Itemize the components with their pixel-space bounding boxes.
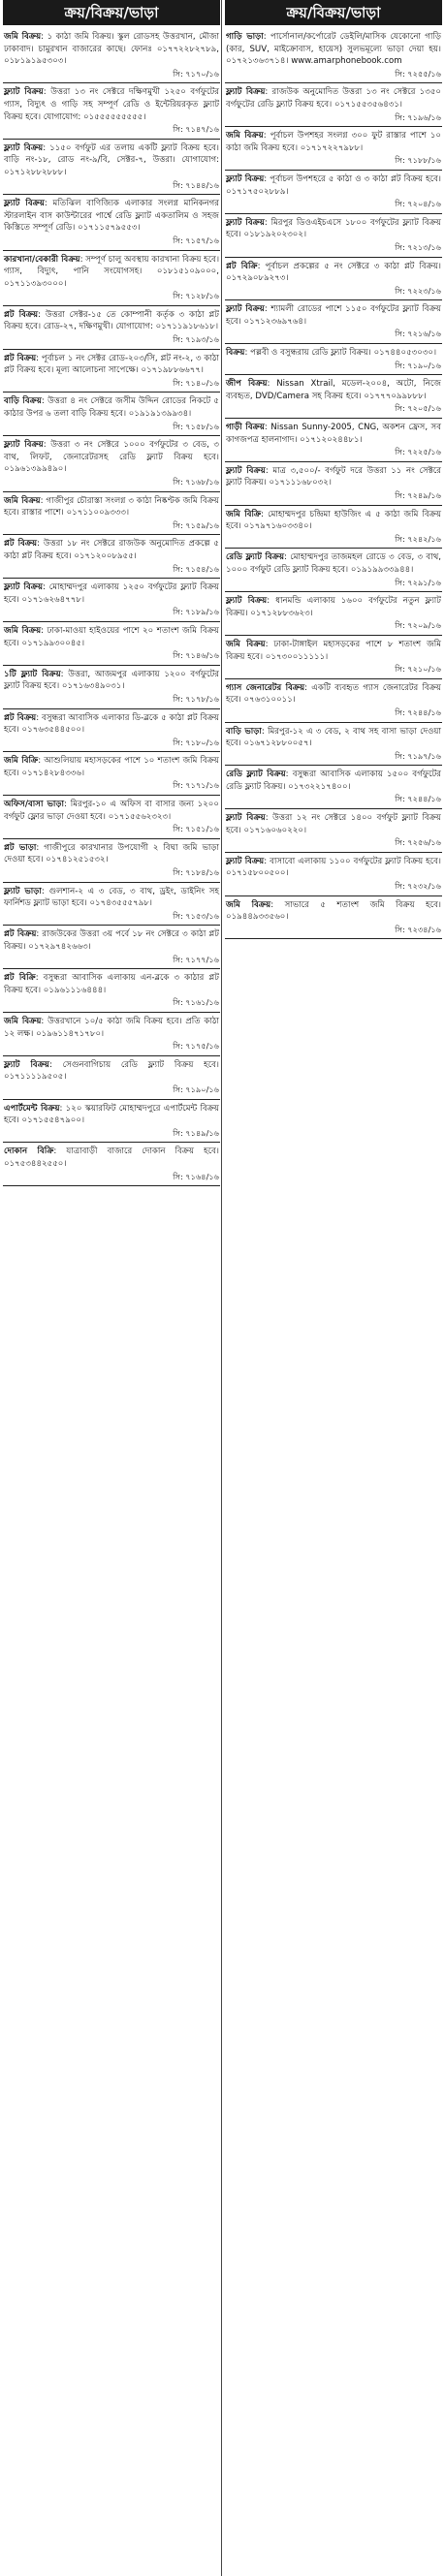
ad-heading-colon: : bbox=[59, 1103, 66, 1114]
classified-ad bbox=[225, 376, 442, 416]
ad-reference: সি: ৭১৬৪/১৬ bbox=[173, 1171, 219, 1181]
ad-divider bbox=[225, 299, 442, 300]
ad-reference: সি: ৭২২৩/১৬ bbox=[395, 285, 441, 296]
ad-reference: সি: ৭২১৬/১৬ bbox=[395, 329, 441, 339]
ad-heading-colon: : bbox=[53, 1147, 67, 1157]
ad-body: ১২০ স্কয়ারফিট মোহাম্মদপুরে এপার্টমেন্ট বিক্রয় হবে। ০১৭১৫৫৪৭৯০০। bbox=[4, 1103, 219, 1126]
ad-heading-colon: : bbox=[304, 682, 312, 693]
classified-ad bbox=[225, 259, 442, 298]
ad-heading: প্লট বিক্রয় bbox=[4, 353, 37, 363]
ad-heading-colon: : bbox=[43, 87, 51, 98]
ad-body: ঢাকা-মাওয়া হাইওয়ের পাশে ২০ শতাংশ জমি বিক্রয় হবে। ০১৭১৯৯৩০০৪৫। bbox=[4, 625, 219, 648]
ad-body: পল্লবী ও বসুন্ধরায় রেডি ফ্ল্যাট বিক্রয়। ০১৭৪৪০৫৩০৩০। bbox=[250, 348, 437, 359]
ad-reference: সি: ৭১৭১/১৬ bbox=[173, 780, 219, 791]
ad-reference: সি: ৭২১৩/১৬ bbox=[395, 241, 441, 252]
ad-divider bbox=[3, 882, 220, 883]
ad-heading-colon: : bbox=[285, 770, 293, 780]
ad-heading: এপার্টমেন্ট বিক্রয় bbox=[4, 1103, 60, 1114]
ad-body: মোহাম্মদপুর এলাকায় ১২৫০ বর্গফুটের ফ্ল্যাট বিক্রয় হবে। ০১৭১৬২৬৪৭৭৮। bbox=[4, 582, 219, 605]
classified-ad bbox=[3, 580, 220, 619]
ad-heading: অফিস/বাসা ভাড়া bbox=[4, 800, 65, 810]
classified-ad bbox=[3, 307, 220, 347]
ad-heading-colon: : bbox=[264, 173, 270, 184]
ad-heading: গ্যাস জেনারেটর বিক্রয় bbox=[226, 682, 305, 693]
classified-ad bbox=[3, 970, 220, 1010]
ad-heading: জমি বিক্রয় bbox=[226, 639, 266, 649]
ad-divider bbox=[3, 578, 220, 579]
classified-ad bbox=[3, 536, 220, 576]
ad-body: Nissan Sunny-2005, CNG, অকশন ফ্রেস, সব কাগজপত্র হালনাগাদ। ০১৭১২০২৪৪৮১। bbox=[226, 423, 441, 445]
ad-body: পূর্বাচল উপশহরে ৫ কাঠা ও ৩ কাঠা প্লট বিক্রয় হবে। ০১৭১৭৫০২৮৮৯। bbox=[226, 173, 441, 197]
ad-heading-colon: : bbox=[64, 800, 71, 810]
ad-reference: সি: ৭২০৫/১৬ bbox=[395, 403, 441, 414]
ad-heading-colon: : bbox=[36, 712, 43, 723]
ad-body: ১১৫০ বর্গফুট এর তলায় একটি ফ্ল্যাট বিক্রয় হবে। বাড়ি নং-১৮, রোড নং-৯/বি, সেক্টর-৭, উত্তরা। যোগাযোগ: ০১৭১২৮৮২৮৮৮। bbox=[4, 142, 220, 177]
column-divider bbox=[221, 0, 222, 2576]
ad-reference: সি: ৭২২৫/১৬ bbox=[395, 447, 441, 457]
ad-divider bbox=[3, 250, 220, 251]
ad-heading: প্লট ভাড়া bbox=[4, 842, 37, 853]
ad-body: গাজীপুর চৌরাস্তা সংলগ্ন ৩ কাঠা নিষ্কণ্টক জমি বিক্রয় হবে। রাস্তার পাশে। ০১৭১১০০৯৩৩৩। bbox=[4, 495, 219, 518]
classified-ad bbox=[3, 1144, 220, 1183]
ad-heading-colon: : bbox=[48, 1059, 63, 1070]
ad-reference: সি: ৭১৯০/১৬ bbox=[173, 1084, 219, 1094]
ad-heading-colon: : bbox=[60, 669, 69, 679]
ad-heading-colon: : bbox=[44, 199, 53, 209]
ad-body: উত্তরা ৩ নং সেক্টরে ১০০০ বর্গফুটের ৩ বেড, ৩ বাথ, লিফট, জেনারেটরসহ রেডি ফ্ল্যাট বিক্রয় হবে। ০১৯৬১৩৯৯৪৯০। bbox=[4, 440, 219, 475]
classified-ad bbox=[225, 29, 442, 80]
ad-body: বসুন্ধরা আবাসিক এলাকায় এন-ব্লকে ৩ কাঠার প্লট বিক্রয় হবে। ০১৯৬১১১৬৪৪৪। bbox=[4, 973, 219, 995]
ad-heading-colon: : bbox=[41, 1016, 48, 1026]
ad-heading-colon: : bbox=[267, 596, 276, 607]
ad-reference: সি: ৭১৬১/১৬ bbox=[173, 997, 219, 1008]
ad-body: রাজউকের উত্তরা ৩য় পর্বে ১৮ নং সেক্টরে ৩ কাঠা প্লট বিক্রয়। ০১৭২৯৭৪২৬৬৩। bbox=[4, 929, 219, 952]
ad-reference: সি: ৭২৪৪/১৬ bbox=[395, 794, 441, 804]
ad-heading-colon: : bbox=[37, 539, 44, 550]
ad-body: মাত্র ৩,৫০০/- বর্গফুট দরে উত্তরা ১১ নং সেক্টরে ফ্ল্যাট বিক্রয়। ০১৭১১১৬৮০৩২। bbox=[226, 465, 441, 488]
ad-heading-colon: : bbox=[43, 582, 49, 593]
ad-heading: জমি বিক্রয় bbox=[4, 495, 41, 506]
ad-divider bbox=[3, 751, 220, 752]
ad-heading: কারখানা/বেকারী বিক্রয় bbox=[4, 254, 80, 265]
ad-divider bbox=[225, 765, 442, 766]
ad-body: মিরপুর-১২ এ ৩ বেড, ২ বাথ সহ বাসা ভাড়া দেওয়া হবে। ০১৬৭১২৮৮০০৫৭। bbox=[226, 726, 441, 749]
ad-body: আশুলিয়ায় মহাসড়কের পাশে ১০ শতাংশ জমি বিক্রয় হবে। ০১৭১৪২৮৪৩৩৬। bbox=[4, 756, 219, 778]
ad-heading-colon: : bbox=[35, 973, 44, 984]
ad-heading: ফ্ল্যাট বিক্রয় bbox=[226, 465, 266, 476]
classified-ad bbox=[225, 637, 442, 676]
ad-reference: সি: ৭১৭৫/১৬ bbox=[173, 1041, 219, 1052]
ad-heading-colon: : bbox=[79, 254, 86, 265]
classified-ad bbox=[3, 437, 220, 488]
ad-body: গাজীপুরে কারখানার উপযোগী ২ বিঘা জমি ভাড়া দেওয়া হবে। ০১৭৪১২৫১৫৩২। bbox=[4, 842, 219, 865]
classified-ad bbox=[3, 710, 220, 750]
ad-divider bbox=[3, 665, 220, 666]
ad-heading: ফ্ল্যাট বিক্রয় bbox=[4, 142, 44, 153]
classified-ad bbox=[225, 215, 442, 255]
ad-divider bbox=[3, 838, 220, 839]
ad-body: রাজউক অনুমোদিত উত্তরা ১৩ নং সেক্টরে ১৩৫০ বর্গফুটের রেডি ফ্ল্যাট বিক্রয় হবে। ০১৭১৫৫৩৫৬৪৩১। bbox=[226, 87, 441, 110]
ad-heading-colon: : bbox=[41, 32, 48, 42]
ad-reference: সি: ৭১২৮/১৬ bbox=[173, 291, 219, 301]
ad-heading-colon: : bbox=[284, 552, 291, 563]
ad-divider bbox=[3, 392, 220, 393]
ad-heading: বাড়ি ভাড়া bbox=[226, 726, 262, 737]
ad-reference: সি: ৭১৮০/১৬ bbox=[173, 737, 219, 747]
ad-heading: প্লট বিক্রয় bbox=[4, 309, 39, 320]
classified-ad bbox=[3, 29, 220, 80]
ad-heading: প্লট বিক্রি bbox=[4, 973, 36, 984]
ad-heading-colon: : bbox=[264, 217, 271, 228]
ad-heading: ফ্ল্যাট বিক্রয় bbox=[226, 596, 268, 607]
ad-divider bbox=[225, 82, 442, 83]
classified-ad bbox=[225, 172, 442, 211]
ad-reference: সি: ৭১৪০/১৬ bbox=[173, 377, 219, 388]
ad-heading: ফ্ল্যাট বিক্রয় bbox=[4, 1059, 49, 1070]
classified-ad bbox=[3, 623, 220, 663]
classified-ad bbox=[225, 128, 442, 168]
classified-ad bbox=[225, 854, 442, 894]
classified-ad bbox=[225, 724, 442, 764]
ad-body: বসুন্ধরা আবাসিক এলাকার ডি-ব্লকে ৫ কাঠা প্লট বিক্রয় হবে। ০১৭৬৩৫৪৪৫০০। bbox=[4, 712, 219, 736]
ad-heading: ফ্ল্যাট বিক্রয় bbox=[226, 217, 265, 228]
ad-divider bbox=[3, 491, 220, 492]
ad-reference: সি: ৭১৫৪/১৬ bbox=[173, 563, 219, 574]
ad-heading: জমি বিক্রি bbox=[4, 756, 39, 767]
classified-ad bbox=[225, 507, 442, 547]
ad-divider bbox=[3, 82, 220, 83]
ad-heading-colon: : bbox=[265, 639, 274, 649]
ad-body: পূর্বাচল ১ নং সেক্টর রোড-২০৩/সি, প্লট নং-২, ৩ কাঠা প্লট বিক্রয় হবে। মূল্য আলোচনা সাপেক্ষে। ০১৭১৯৮৮৬৬৭৭। bbox=[4, 353, 219, 376]
ad-heading: বিক্রয় bbox=[226, 348, 245, 359]
ad-divider bbox=[225, 461, 442, 462]
ad-body: মিরপুর ডিওএইচএসে ১৮০০ বর্গফুটের ফ্ল্যাট বিক্রয় হবে। ০১৮১৯২০২৩০২। bbox=[226, 217, 441, 240]
ad-body: ধানমন্ডি এলাকায় ১৬০০ বর্গফুটের নতুন ফ্ল্যাট বিক্রয়। ০১৭১২৮৮৩৬২৩। bbox=[226, 596, 441, 618]
ad-divider bbox=[225, 678, 442, 679]
ad-reference: সি: ৭১৬৮/১৬ bbox=[173, 477, 219, 487]
ad-divider bbox=[225, 505, 442, 506]
right-section-header: ক্রয়/বিক্রয়/ভাড়া bbox=[225, 0, 442, 25]
ad-body: মিরপুর-১০ এ অফিস বা বাসার জন্য ১২০০ বর্গফুট ফ্লোর ভাড়া দেওয়া হবে। ০১৭১৫৫৬২৩২৩। bbox=[4, 800, 219, 822]
classified-ad bbox=[225, 301, 442, 341]
ad-reference: সি: ৭১৪৬/১৬ bbox=[173, 650, 219, 661]
ad-reference: সি: ৭২৩৪/১৬ bbox=[395, 924, 441, 934]
ad-reference: সি: ৭২৩২/১৬ bbox=[395, 881, 441, 892]
ad-divider bbox=[225, 257, 442, 258]
classified-ad bbox=[3, 667, 220, 707]
ad-body: শ্যামলী রোডের পাশে ১১৫০ বর্গফুটের ফ্ল্যাট বিক্রয় হবে। ০১৭১২৩৬৯৭৬৪। bbox=[226, 304, 441, 327]
classified-ad bbox=[3, 493, 220, 533]
ad-heading-colon: : bbox=[261, 509, 269, 519]
ad-body: উত্তরা, আজমপুর এলাকায় ১২০০ বর্গফুটের ফ্ল্যাট বিক্রয় হবে। ০১৭১৬৩৪৯০৩১। bbox=[4, 669, 219, 692]
ad-body: উত্তরা ১৮ নং সেক্টরে রাজউক অনুমোদিত প্রকল্পে ৫ কাঠা প্লট বিক্রয় হবে। ০১৭১২০০৮৯৫৫। bbox=[4, 539, 220, 561]
ad-heading-colon: : bbox=[38, 309, 46, 320]
classified-ad bbox=[225, 550, 442, 589]
ad-heading: জমি বিক্রয় bbox=[226, 899, 271, 910]
classified-ad bbox=[225, 593, 442, 633]
classified-ad bbox=[3, 1101, 220, 1141]
ad-reference: সি: ৭২৪৪/১৬ bbox=[395, 707, 441, 717]
classified-ad bbox=[3, 1057, 220, 1097]
ad-heading-colon: : bbox=[43, 142, 50, 153]
ad-divider bbox=[3, 795, 220, 796]
ad-heading-colon: : bbox=[257, 261, 266, 271]
ad-heading-colon: : bbox=[40, 495, 47, 506]
ad-heading: ফ্ল্যাট বিক্রয় bbox=[4, 87, 44, 98]
classified-ad bbox=[3, 351, 220, 391]
ad-divider bbox=[3, 194, 220, 195]
ad-heading: জমি বিক্রি bbox=[226, 509, 262, 519]
classified-ad bbox=[225, 463, 442, 503]
ad-reference: সি: ৭২৪২/১৬ bbox=[395, 533, 441, 544]
ad-divider bbox=[225, 938, 442, 939]
ad-body: মোহাম্মদপুর তাজমহল রোডে ৩ বেড, ৩ বাথ, ১০০০ বর্গফুট রেডি ফ্ল্যাট বিক্রয় হবে। ০১৯১৯৯৩৩৯৪৪। bbox=[226, 552, 441, 575]
ad-divider bbox=[3, 305, 220, 306]
ad-heading-colon: : bbox=[261, 726, 269, 737]
ad-reference: সি: ৭২১০/১৬ bbox=[395, 664, 441, 675]
left-section-header: ক্রয়/বিক্রয়/ভাড়া bbox=[3, 0, 220, 25]
classified-ad bbox=[3, 840, 220, 880]
ad-heading: ফ্ল্যাট বিক্রয় bbox=[226, 304, 265, 315]
ad-reference: সি: ৭১৪৯/১৬ bbox=[173, 1127, 219, 1138]
ad-divider bbox=[3, 1185, 220, 1186]
ad-body: সম্পূর্ণ চালু অবস্থায় কারখানা বিক্রয় হবে। গ্যাস, বিদ্যুৎ, পানি সংযোগসহ। ০১৮১৫১০৯০০০, ০১৭১১৩৯৩০০০। bbox=[4, 254, 220, 289]
ad-reference: সি: ৭২৫৫/১৬ bbox=[395, 68, 441, 79]
ad-divider bbox=[225, 591, 442, 592]
ad-body: বসুন্ধরা আবাসিক এলাকায় ১৫০০ বর্গফুটের রেডি ফ্ল্যাট বিক্রয়। ০১৭৩২২১৭৪০০। bbox=[226, 770, 441, 792]
ad-divider bbox=[3, 534, 220, 535]
ad-reference: সি: ৭১৫৩/১৬ bbox=[173, 910, 219, 921]
ad-body: উত্তরা ৪ নং সেক্টরে জসীম উদ্দিন রোডের নিকটে ৫ কাঠার উপর ৬ তলা বাড়ি বিক্রয় হবে। ০১৯১৯১৩৯৯৩৪। bbox=[4, 396, 219, 420]
ad-heading: প্লট বিক্রয় bbox=[4, 712, 37, 723]
ad-heading: ফ্ল্যাট বিক্রয় bbox=[226, 87, 266, 98]
ad-body: মতিঝিল বাণিজ্যিক এলাকার সংলগ্ন মানিকনগর স্টারলাইন বাস কাউন্টারের পার্শ্বে রেডি ফ্ল্যাট একতালিম ও সহজ কিস্তিতে সম্পূর্ণ রেডি। ০১৭১১৫৭৯৫৫৩। bbox=[4, 199, 219, 234]
classified-ad bbox=[225, 767, 442, 806]
ad-heading-colon: : bbox=[36, 353, 42, 363]
ad-reference: সি: ৭১৯৬/১৬ bbox=[395, 111, 441, 122]
ad-heading-colon: : bbox=[38, 756, 45, 767]
ad-heading-colon: : bbox=[43, 440, 51, 451]
classified-ad bbox=[225, 810, 442, 850]
ad-divider bbox=[3, 139, 220, 140]
ad-heading: ফ্ল্যাট ভাড়া bbox=[4, 886, 42, 896]
ad-heading-colon: : bbox=[244, 348, 251, 359]
ad-reference: সি: ৭২০৯/১৬ bbox=[395, 620, 441, 631]
ad-body: পূর্বাচল উপশহর সংলগ্ন ৩০০ ফুট রাস্তার পাশে ১০ কাঠা জমি বিক্রয় হবে। ০১৭১৭২২৭৯৮৮। bbox=[226, 131, 441, 153]
ad-heading: বাড়ি বিক্রয় bbox=[4, 396, 42, 407]
ad-heading: গাড়ী বিক্রয় bbox=[226, 423, 265, 433]
ad-reference: সি: ৭১৭০/১৬ bbox=[173, 68, 219, 79]
classified-ad bbox=[225, 680, 442, 720]
ad-reference: সি: ৭১৪৭/১৬ bbox=[173, 124, 219, 135]
ad-divider bbox=[3, 968, 220, 969]
ad-body: মোহাম্মদপুর চন্দ্রিমা হাউজিং এ ৫ কাঠা জমি বিক্রয় হবে। ০১৭৯৭১৬০৩৩৪০। bbox=[226, 509, 442, 532]
ad-body: উত্তরা ১৩ নং সেক্টরে দক্ষিণমুখী ১২৫০ বর্গফুটের গ্যাস, বিদ্যুৎ ও গাড়ি সহ সম্পূর্ণ রেডি ও ইন্টেরিয়রকৃত ফ্ল্যাট বিক্রয় হবে। যোগাযোগ: ০১৫৫৫৫৫৫৫৫৫। bbox=[4, 87, 219, 122]
classified-ad bbox=[225, 897, 442, 937]
classified-ad bbox=[3, 252, 220, 303]
ad-body: পার্সোনাল/কর্পোরেট ডেইলি/মাসিক যেকোনো গাড়ি (কার, SUV, মাইক্রোবাস, হায়েস) সুলভমূল্যে ভাড়া দেয়া হয়। ০১৭২১৩৬৩৭১৪। www.amarphonebook.com bbox=[226, 32, 441, 67]
ad-body: গুলশান-২ এ ৩ বেড, ৩ বাথ, ড্রইং, ডাইনিং সহ ফার্নিশড ফ্ল্যাট ভাড়া হবে। ০১৭৪৩৫৫৫৭৯৮। bbox=[4, 886, 219, 909]
ad-heading-colon: : bbox=[263, 32, 270, 42]
ad-heading-colon: : bbox=[264, 423, 271, 433]
classified-ad bbox=[3, 84, 220, 136]
ad-heading: গাড়ি ভাড়া bbox=[226, 32, 264, 42]
ad-body: সেগুনবাগিচায় রেডি ফ্ল্যাট বিক্রয় হবে। ০১৭১১১১৯৫০৫। bbox=[4, 1059, 219, 1083]
classified-ad bbox=[3, 927, 220, 966]
ad-heading: ফ্ল্যাট বিক্রয় bbox=[226, 813, 266, 824]
ad-body: যাত্রাবাড়ী বাজারে দোকান বিক্রয় হবে। ০১৭৫৩৪৪২৫৫০। bbox=[4, 1147, 219, 1169]
ad-heading: প্লট বিক্রয় bbox=[4, 929, 37, 940]
ad-heading: জমি বিক্রয় bbox=[4, 625, 42, 636]
ad-heading-colon: : bbox=[41, 396, 48, 407]
ad-divider bbox=[3, 708, 220, 709]
ad-divider bbox=[225, 374, 442, 375]
ad-reference: সি: ৭২৪৯/১৬ bbox=[395, 490, 441, 500]
classified-ad bbox=[225, 345, 442, 372]
left-column bbox=[3, 0, 220, 2576]
ad-heading-colon: : bbox=[36, 929, 43, 940]
ad-divider bbox=[225, 170, 442, 171]
ad-divider bbox=[225, 126, 442, 127]
ad-divider bbox=[3, 1142, 220, 1143]
right-ad-list bbox=[225, 29, 442, 939]
ad-divider bbox=[3, 349, 220, 350]
ad-heading: জমি বিক্রয় bbox=[4, 1016, 42, 1026]
ad-divider bbox=[3, 621, 220, 622]
right-column bbox=[225, 0, 442, 2576]
ad-reference: সি: ৭১৯৭/১৬ bbox=[395, 750, 441, 761]
ad-heading: দোকান বিক্রি bbox=[4, 1147, 54, 1157]
ad-heading: রেডি ফ্ল্যাট বিক্রয় bbox=[226, 552, 285, 563]
ad-body: ১ কাঠা জমি বিক্রয়। স্কুল রোডসহ উত্তরখান, মৌজা ঢাকাবাদ। চামুরখান বাজারের কাছে। ফোনঃ ০১৭৭২২৮২৭৮৯, ০১৮১৯১৯৫৩০৩। bbox=[4, 32, 219, 67]
ad-body: উত্তরা ১২ নং সেক্টরে ১৪০০ বর্গফুট ফ্ল্যাট বিক্রয় হবে। ০১৭১৬০৬০২২০। bbox=[226, 813, 441, 835]
ad-divider bbox=[225, 548, 442, 549]
classified-ad bbox=[3, 393, 220, 433]
classified-ad bbox=[3, 141, 220, 192]
ad-divider bbox=[3, 925, 220, 926]
ad-reference: সি: ৭১৮৯/১৬ bbox=[173, 607, 219, 617]
ad-heading-colon: : bbox=[264, 856, 270, 866]
ad-body: Nissan Xtrail, মডেল-২০০৪, অটো, নিজে ব্যবহৃত, DVD/Camera সহ বিক্রয় হবে। ০১৭৭৭০৯৯৮৮৮। bbox=[226, 379, 441, 401]
ad-body: একটি ব্যবহৃত গ্যাস জেনারেটর বিক্রয় হবে। ০৭৬৩১০০১১। bbox=[226, 682, 441, 706]
ad-divider bbox=[225, 343, 442, 344]
ad-divider bbox=[225, 213, 442, 214]
ad-heading: জীপ বিক্রয় bbox=[226, 379, 268, 390]
ad-reference: সি: ৭২৫৬/১৬ bbox=[395, 837, 441, 848]
ad-reference: সি: ৭১৫১/১৬ bbox=[173, 824, 219, 834]
ad-reference: সি: ৭২০৪/১৬ bbox=[395, 199, 441, 209]
left-ad-list bbox=[3, 29, 220, 1186]
ad-heading-colon: : bbox=[264, 304, 271, 315]
classified-ad bbox=[225, 84, 442, 124]
ad-divider bbox=[225, 808, 442, 809]
ad-reference: সি: ৭১৯০/১৬ bbox=[395, 360, 441, 370]
ad-heading-colon: : bbox=[36, 842, 45, 853]
ad-heading-colon: : bbox=[270, 899, 285, 910]
ad-heading-colon: : bbox=[41, 625, 48, 636]
ad-divider bbox=[3, 1099, 220, 1100]
ad-heading: ১টি ফ্ল্যাট বিক্রয় bbox=[4, 669, 61, 679]
ad-divider bbox=[225, 635, 442, 636]
ad-heading-colon: : bbox=[265, 465, 273, 476]
ad-body: বাসাবো এলাকায় ১১০০ বর্গফুটের ফ্ল্যাট বিক্রয় হবে। ০১৭১৫৮০০৫০০। bbox=[226, 856, 441, 879]
ad-divider bbox=[225, 722, 442, 723]
ad-heading-colon: : bbox=[41, 886, 49, 896]
ad-divider bbox=[3, 435, 220, 436]
ad-heading: ফ্ল্যাট বিক্রয় bbox=[4, 582, 44, 593]
ad-heading: রেডি ফ্ল্যাট বিক্রয় bbox=[226, 770, 286, 780]
classified-ad bbox=[3, 753, 220, 793]
ad-reference: সি: ৭১৫৮/১৬ bbox=[173, 421, 219, 431]
ad-reference: সি: ৭১৪৪/১৬ bbox=[173, 179, 219, 190]
ad-body: ঢাকা-টাঙ্গাইল মহাসড়কের পাশে ৮ শতাংশ জমি বিক্রয় হবে। ০১৭৩০০১১১১১। bbox=[226, 639, 441, 662]
classified-ad bbox=[3, 196, 220, 247]
ad-reference: সি: ৭১৭৮/১৬ bbox=[173, 693, 219, 704]
ad-divider bbox=[225, 895, 442, 896]
ad-body: পূর্বাচল প্রকল্পের ৫ নং সেক্টরে ৩ কাঠা প্লট বিক্রয়। ০১৭২৯০৮৯২৭৩। bbox=[226, 261, 441, 284]
classified-ad bbox=[225, 420, 442, 459]
ad-heading-colon: : bbox=[263, 131, 270, 141]
ad-heading: ফ্ল্যাট বিক্রয় bbox=[4, 199, 45, 209]
ad-divider bbox=[225, 852, 442, 853]
ad-divider bbox=[225, 418, 442, 419]
ad-divider bbox=[3, 1055, 220, 1056]
ad-heading: ফ্ল্যাট বিক্রয় bbox=[4, 440, 44, 451]
ad-reference: সি: ৭২৯১/১৬ bbox=[395, 577, 441, 587]
ad-body: উত্তরা সেক্টর-১৫ তে কোম্পানী কর্তৃক ৩ কাঠা প্লট বিক্রয় হবে। রোড-২৭, দক্ষিণমুখী। যোগাযোগ: ০১৭১১৯১৮৬১৮। bbox=[4, 309, 219, 332]
ad-body: উত্তরখানে ১০/৫ কাঠা জমি বিক্রয় হবে। প্রতি কাঠা ১২ লক্ষ। ০১৯৬১১৪৭১৭৮০। bbox=[4, 1016, 219, 1039]
ad-divider bbox=[3, 1012, 220, 1013]
ad-heading: জমি বিক্রয় bbox=[226, 131, 264, 141]
ad-reference: সি: ৭১৫৭/১৬ bbox=[173, 235, 219, 245]
ad-heading: ফ্ল্যাট বিক্রয় bbox=[226, 173, 265, 184]
classified-ad bbox=[3, 1014, 220, 1053]
ad-heading-colon: : bbox=[265, 813, 273, 824]
ad-heading-colon: : bbox=[267, 379, 277, 390]
ad-reference: সি: ৭১৭৭/১৬ bbox=[173, 954, 219, 964]
ad-heading: ফ্ল্যাট বিক্রয় bbox=[226, 856, 265, 866]
ad-reference: সি: ৭১৯৩/১৬ bbox=[173, 334, 219, 345]
classified-ad bbox=[3, 797, 220, 836]
ad-reference: সি: ৭১৮৪/১৬ bbox=[173, 867, 219, 878]
ad-body: সাভারে ৫ শতাংশ জমি বিক্রয় হবে। ০১৯৪৪৯৩৩৫৬০। bbox=[226, 899, 441, 923]
ad-heading: প্লট বিক্রয় bbox=[4, 539, 38, 550]
classified-ad bbox=[3, 884, 220, 924]
ad-heading-colon: : bbox=[265, 87, 272, 98]
ad-reference: সি: ৭১৮৮/১৬ bbox=[395, 155, 441, 166]
ad-reference: সি: ৭১৫৯/১৬ bbox=[173, 519, 219, 530]
ad-heading: প্লট বিক্রি bbox=[226, 261, 258, 271]
ad-heading: জমি বিক্রয় bbox=[4, 32, 42, 42]
